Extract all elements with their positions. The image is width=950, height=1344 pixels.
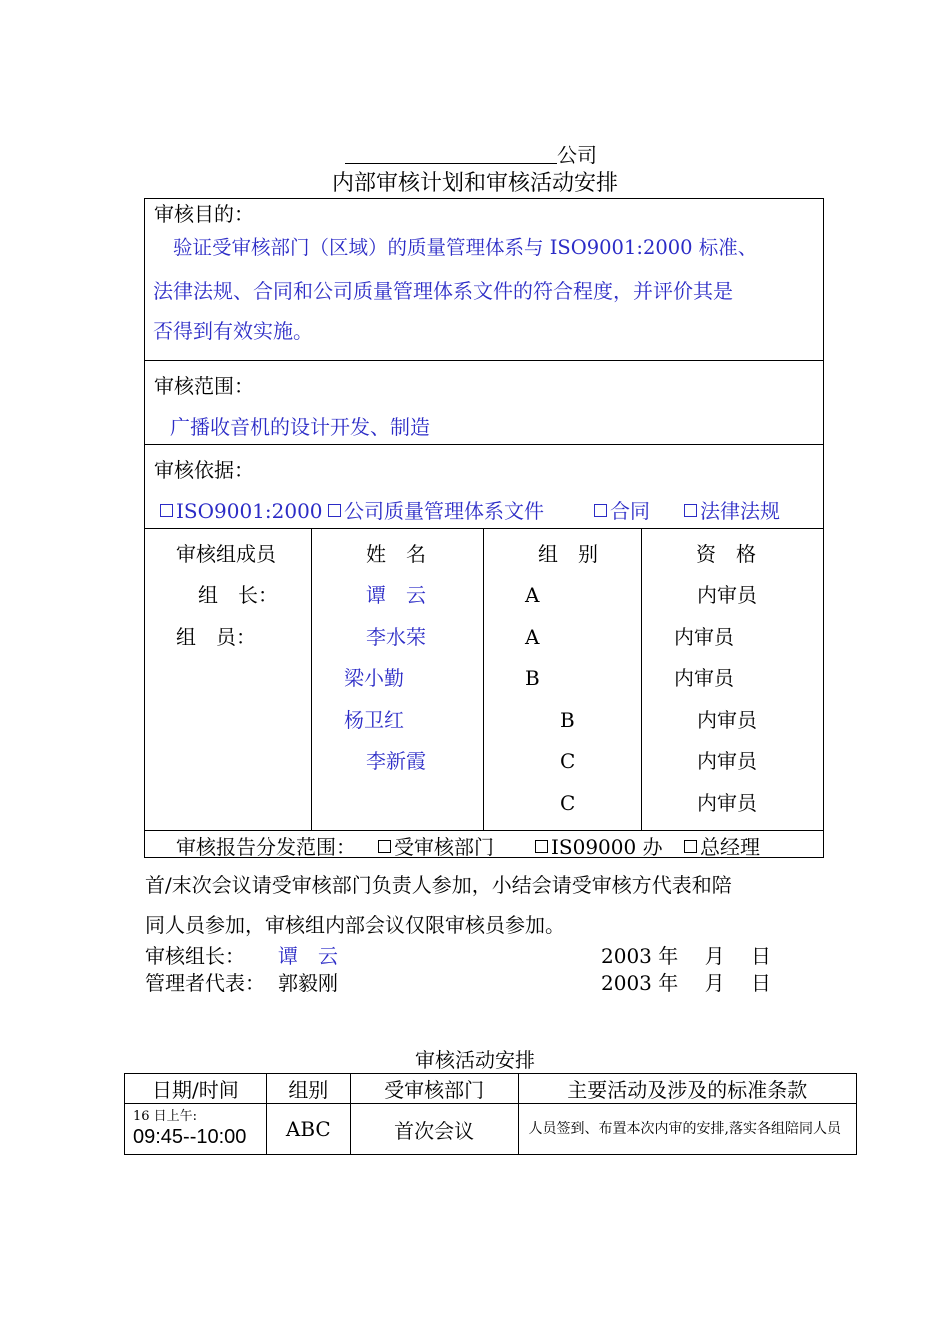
meeting-note-line-1: 首/末次会议请受审核部门负责人参加，小结会请受审核方代表和陪 (145, 873, 732, 897)
leader-signature-label: 审核组长： (145, 944, 245, 968)
scope-label: 审核范围： (154, 374, 254, 398)
checkbox-icon[interactable] (594, 504, 607, 517)
divider-team (144, 830, 824, 831)
member-group: A (525, 583, 540, 607)
column-header: 日期/时间 (125, 1074, 267, 1104)
member-group: B (560, 708, 575, 732)
rep-signature-label: 管理者代表： (145, 971, 265, 995)
activities-table (124, 1073, 857, 1155)
member-name: 杨卫红 (344, 708, 404, 732)
row-activity: 人员签到、布置本次内审的安排,落实各组陪同人员 (518, 1104, 856, 1155)
team-header-group: 组 别 (538, 542, 598, 566)
purpose-label: 审核目的： (154, 202, 254, 226)
rep-signature-date: 2003 年 月 日 (601, 971, 771, 995)
member-qualification: 内审员 (697, 583, 757, 607)
team-header-name: 姓 名 (366, 542, 426, 566)
form-border-top (144, 198, 824, 199)
basis-option-qms[interactable]: 公司质量管理体系文件 (328, 498, 544, 524)
member-name: 梁小勤 (344, 666, 404, 690)
team-col-divider-3 (641, 528, 642, 830)
member-name: 李新霞 (366, 749, 426, 773)
member-group: A (525, 625, 540, 649)
team-header-members: 审核组成员 (176, 542, 276, 566)
team-col-divider-2 (483, 528, 484, 830)
basis-option-law[interactable]: 法律法规 (684, 498, 780, 524)
distribution-option-dept[interactable]: 受审核部门 (378, 834, 494, 860)
divider-basis (144, 528, 824, 529)
leader-signature-date: 2003 年 月 日 (601, 944, 771, 968)
row-date: 16 日上午: (133, 1109, 198, 1124)
row-dept: 首次会议 (350, 1104, 518, 1155)
column-header: 受审核部门 (350, 1074, 518, 1104)
member-name: 李水荣 (366, 625, 426, 649)
leader-signature-name: 谭 云 (278, 944, 338, 968)
rep-signature-name: 郭毅刚 (278, 971, 338, 995)
activities-title: 审核活动安排 (415, 1048, 535, 1072)
member-name: 谭 云 (366, 583, 426, 607)
basis-option-iso[interactable]: ISO9001:2000 (160, 498, 323, 524)
row-group: ABC (266, 1104, 350, 1155)
basis-option-contract[interactable]: 合同 (594, 498, 650, 524)
member-qualification: 内审员 (697, 708, 757, 732)
member-label: 组 员： (176, 625, 256, 649)
checkbox-icon[interactable] (535, 840, 548, 853)
checkbox-icon[interactable] (684, 840, 697, 853)
member-qualification: 内审员 (674, 666, 734, 690)
purpose-line-3: 否得到有效实施。 (153, 319, 313, 343)
team-header-qualification: 资 格 (696, 542, 756, 566)
basis-label: 审核依据： (154, 458, 254, 482)
divider-scope (144, 444, 824, 445)
leader-label: 组 长： (198, 583, 278, 607)
company-suffix: 公司 (557, 143, 597, 167)
member-qualification: 内审员 (674, 625, 734, 649)
member-group: C (560, 749, 576, 773)
checkbox-icon[interactable] (328, 504, 341, 517)
row-time: 09:45--10:00 (133, 1126, 247, 1148)
page-title: 内部审核计划和审核活动安排 (331, 171, 618, 196)
table-header-row (125, 1074, 857, 1104)
member-qualification: 内审员 (697, 791, 757, 815)
date-time-cell (125, 1104, 267, 1155)
distribution-option-iso-office[interactable]: IS09000 办 (535, 834, 663, 860)
company-name-blank (345, 163, 557, 164)
distribution-label: 审核报告分发范围： (176, 835, 356, 859)
member-qualification: 内审员 (697, 749, 757, 773)
column-header: 主要活动及涉及的标准条款 (518, 1074, 856, 1104)
scope-text: 广播收音机的设计开发、制造 (170, 415, 430, 439)
divider-purpose (144, 360, 824, 361)
member-group: C (560, 791, 576, 815)
purpose-line-1: 验证受审核部门（区域）的质量管理体系与 ISO9001:2000 标准、 (173, 236, 758, 259)
checkbox-icon[interactable] (684, 504, 697, 517)
column-header: 组别 (266, 1074, 350, 1104)
checkbox-icon[interactable] (160, 504, 173, 517)
team-col-divider-1 (311, 528, 312, 830)
meeting-note-line-2: 同人员参加，审核组内部会议仅限审核员参加。 (145, 913, 565, 937)
checkbox-icon[interactable] (378, 840, 391, 853)
table-row (125, 1104, 857, 1155)
distribution-option-gm[interactable]: 总经理 (684, 834, 760, 860)
member-group: B (525, 666, 540, 690)
purpose-line-2: 法律法规、合同和公司质量管理体系文件的符合程度，并评价其是 (153, 279, 733, 303)
